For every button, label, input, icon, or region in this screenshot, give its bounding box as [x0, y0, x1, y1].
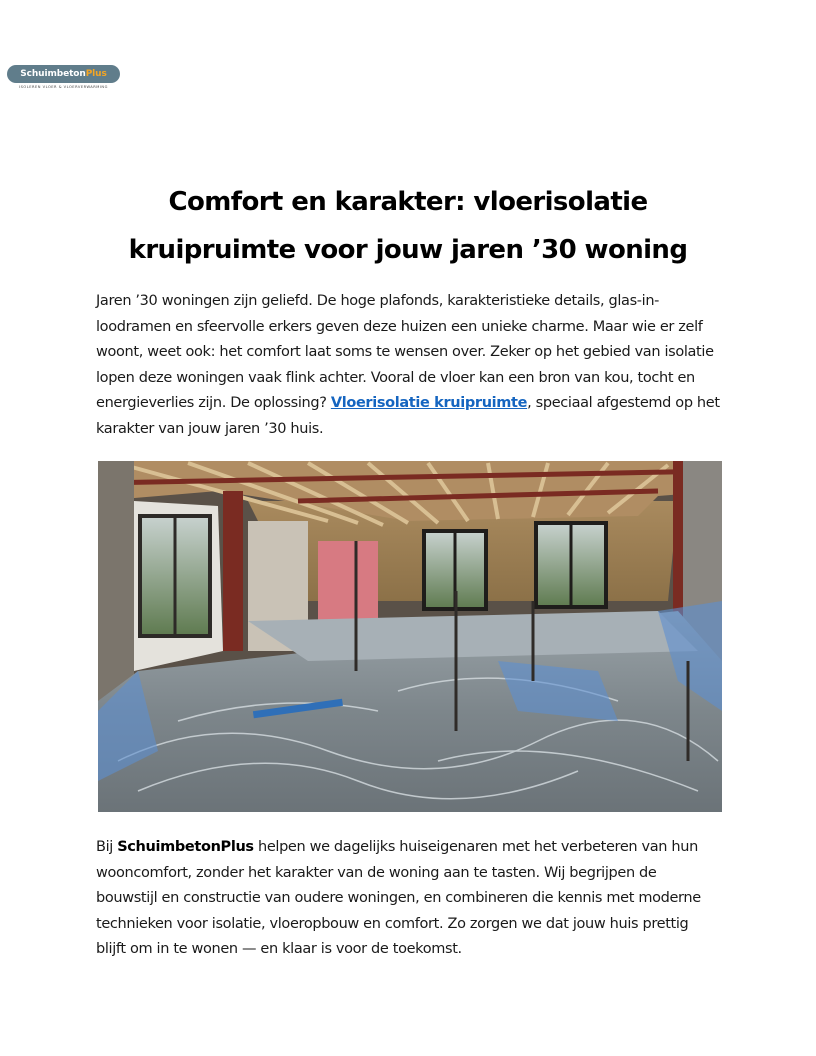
title-line-2: kruipruimte voor jouw jaren ’30 woning [128, 235, 688, 265]
logo-name-part1: Schuimbeton [20, 69, 86, 79]
vloerisolatie-link[interactable]: Vloerisolatie kruipruimte [330, 395, 528, 411]
article-title [96, 178, 720, 274]
intro-paragraph [96, 289, 720, 442]
brand-name-bold: SchuimbetonPlus [117, 839, 254, 855]
logo-name-part2: Plus [85, 69, 107, 79]
second-paragraph [96, 835, 720, 963]
intro-text-after-link: , speciaal afgestemd op het karakter van jouw jaren ’30 huis. [96, 395, 720, 437]
title-line-1: Comfort en karakter: vloerisolatie [168, 187, 648, 217]
second-text-after-brand: helpen we dagelijks huiseigenaren met het verbeteren van hun wooncomfort, zonder het karakter van de woning aan te tasten. Wij begrijpen de bouwstijl en constructie van oudere woningen, en combineren die kennis met moderne technieken voor isolatie, vloeropbouw en comfort. Zo zorgen we dat jouw huis prettig blijft om in te wonen — en klaar is voor de toekomst. [96, 839, 701, 957]
logo-pill [7, 65, 120, 83]
second-text-before-brand: Bij [96, 839, 118, 855]
logo-tagline: ISOLEREN VLOER & VLOERVERWARMING [19, 85, 108, 89]
crawlspace-photo [98, 461, 722, 812]
intro-text-before-link: Jaren ’30 woningen zijn geliefd. De hoge plafonds, karakteristieke details, glas-in-loodramen en sfeervolle erkers geven deze huizen een unieke charme. Maar wie er zelf woont, weet ook: het comfort laat soms te wensen over. Zeker op het gebied van isolatie lopen deze woningen vaak flink achter. Vooral de vloer kan een bron van kou, tocht en energieverlies zijn. De oplossing? [96, 293, 714, 411]
brand-logo[interactable] [7, 65, 120, 89]
